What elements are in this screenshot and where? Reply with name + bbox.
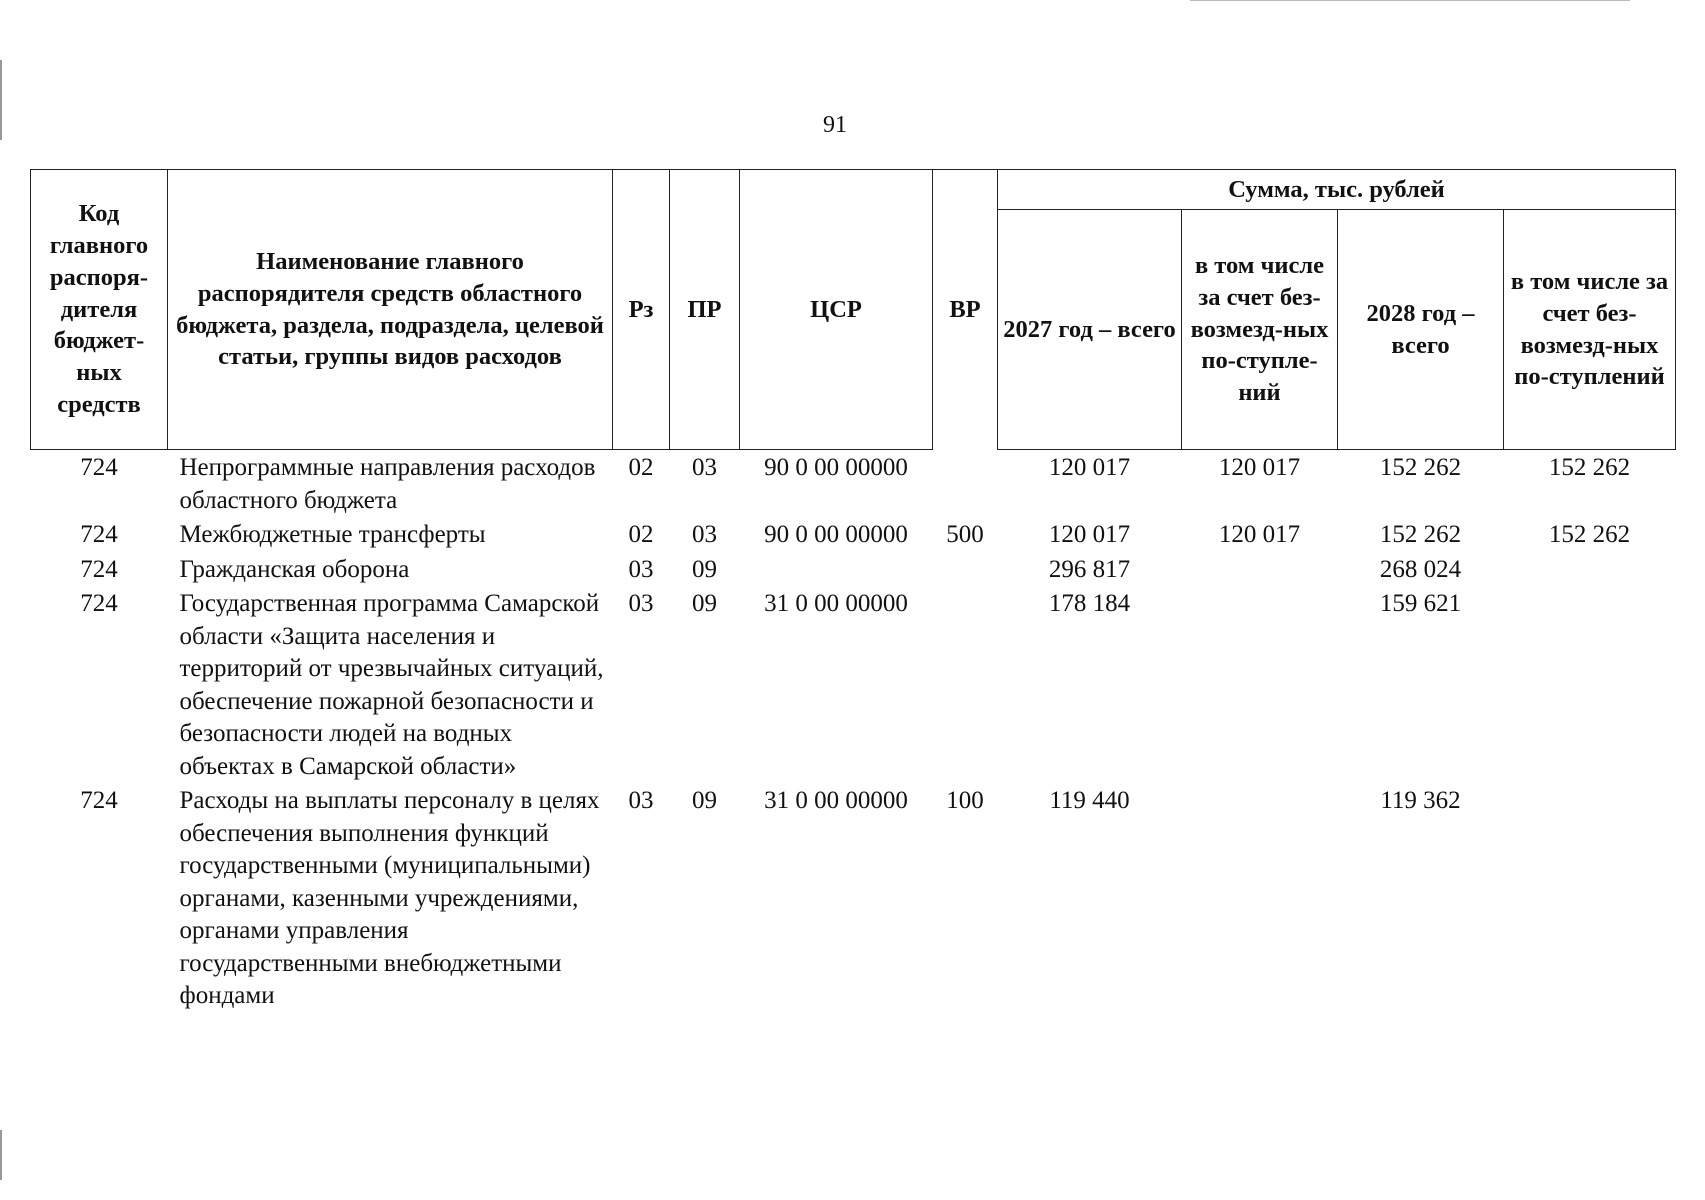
cell-rz: 02 [628,454,654,481]
header-pr: ПР [670,170,740,450]
header-sum-group: Сумма, тыс. рублей [998,170,1676,210]
cell-code: 724 [80,787,118,814]
cell-rz: 03 [628,590,654,617]
cell-rz: 03 [628,787,654,814]
cell-code: 724 [80,555,118,583]
cell-2027-total: 120 017 [1048,454,1131,481]
cell-2027-total: 120 017 [1048,521,1131,548]
table-row [31,450,1676,518]
cell-csr [740,552,933,587]
cell-vr: 500 [946,521,984,548]
cell-csr: 90 0 00 00000 [764,454,908,481]
cell-2027-total: 119 440 [1049,787,1130,814]
table-row [31,586,1676,783]
cell-vr: 100 [946,787,984,814]
cell-csr: 90 0 00 00000 [764,521,908,548]
header-2027-grants: в том числе за счет без-возмезд-ных по-ступле-ний [1182,210,1338,450]
header-vr: ВР [933,170,998,450]
cell-2028-total: 152 262 [1379,521,1462,548]
cell-2027-grants [1182,552,1338,587]
cell-name: Расходы на выплаты персоналу в целях обеспечения выполнения функций государственными (муниципальными) органами, казенными учреждениями, органами управления государственными внебюджетными фондами [179,787,600,1009]
cell-2027-total: 296 817 [1048,555,1131,583]
cell-pr: 03 [692,521,717,548]
cell-vr [933,586,998,783]
header-2028-grants: в том числе за счет без-возмезд-ных по-ступлений [1504,210,1676,450]
cell-csr: 31 0 00 00000 [764,590,908,617]
cell-name: Государственная программа Самарской области «Защита населения и территорий от чрезвычайных ситуаций, обеспечение пожарной безопасности и безопасности людей на водных объектах в Самарской области» [179,590,604,780]
header-2028-total: 2028 год – всего [1338,210,1504,450]
table-row [31,517,1676,552]
cell-name: Непрограммные направления расходов областного бюджета [179,454,596,514]
cell-2028-grants [1504,586,1676,783]
cell-pr: 09 [692,590,717,617]
table-body [31,450,1676,1013]
cell-2027-grants [1182,586,1338,783]
header-csr: ЦСР [740,170,933,450]
cell-2028-total: 119 362 [1380,787,1461,814]
header-2027-total: 2027 год – всего [998,210,1182,450]
cell-2028-grants [1504,552,1676,587]
budget-table [30,169,1676,1013]
cell-vr [933,450,998,518]
cell-pr: 09 [692,555,717,583]
cell-pr: 03 [692,454,717,481]
cell-name: Гражданская оборона [179,555,410,583]
cell-2028-total: 268 024 [1379,555,1462,583]
cell-2027-grants [1182,783,1338,1013]
cell-rz: 03 [628,555,654,583]
scan-top-rule [1190,0,1630,1]
table-row [31,783,1676,1013]
scan-margin-mark [0,1130,2,1180]
cell-2028-total: 159 621 [1379,590,1462,617]
table-row [31,552,1676,587]
cell-csr: 31 0 00 00000 [764,787,908,814]
cell-rz: 02 [628,521,654,548]
cell-code: 724 [80,521,118,548]
cell-2028-grants: 152 262 [1548,521,1631,548]
cell-code: 724 [80,590,118,617]
cell-2028-grants [1504,783,1676,1013]
cell-vr [933,552,998,587]
page-number: 91 [823,112,847,138]
cell-2027-grants: 120 017 [1218,521,1301,548]
cell-name: Межбюджетные трансферты [179,521,486,548]
cell-2027-grants: 120 017 [1218,454,1301,481]
table-header [31,170,1676,450]
cell-code: 724 [80,454,118,481]
header-rz: Рз [613,170,670,450]
header-name: Наименование главного распорядителя средств областного бюджета, раздела, подраздела, целевой статьи, группы видов расходов [168,170,613,450]
cell-2028-grants: 152 262 [1548,454,1631,481]
header-code: Код главного распоря-дителя бюджет-ных средств [31,170,168,450]
cell-pr: 09 [692,787,717,814]
cell-2027-total: 178 184 [1048,590,1131,617]
cell-2028-total: 152 262 [1379,454,1462,481]
